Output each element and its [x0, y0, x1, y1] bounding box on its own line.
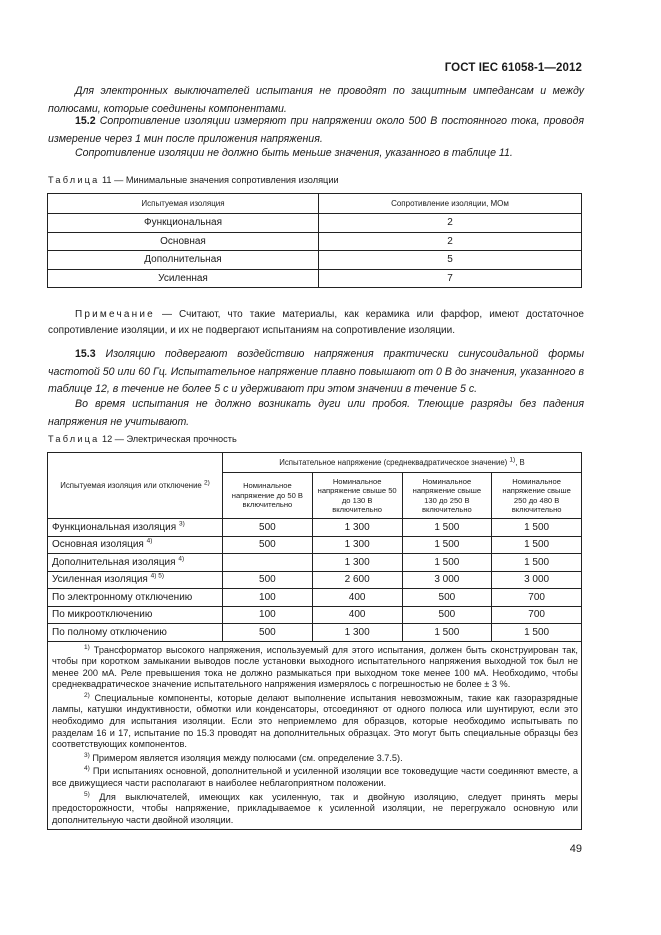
table11-caption-word: Таблица [48, 175, 100, 185]
table11-caption [48, 175, 339, 185]
table12-cell: 1 500 [492, 519, 582, 537]
table12-cell: 1 500 [402, 519, 492, 537]
table-row [48, 232, 582, 251]
table12-row-label: По электронному отключению [48, 589, 223, 607]
table12-cell: 2 600 [312, 571, 402, 589]
table12-cell: 1 500 [402, 536, 492, 554]
table12-cell: 400 [312, 606, 402, 624]
table12-cell: 700 [492, 589, 582, 607]
table12-cell: 1 500 [492, 554, 582, 572]
table-row [48, 251, 582, 270]
table12-header-test-voltage: Испытательное напряжение (среднеквадратическое значение) $^{1)}$, В [223, 453, 582, 473]
table12-cell: 1 300 [312, 624, 402, 642]
paragraph-15-2 [48, 113, 584, 148]
table11-cell-insulation: Основная [48, 232, 319, 251]
table12-cell: 700 [492, 606, 582, 624]
footnote-5: $^{5)}$ Для выключателей, имеющих как усиленную, так и двойную изоляцию, следует принять меры предосторожности, чтобы напряжение, прикладываемое к усиленной изоляции, не перегружало основную или дополнительную части двойной изоляции. [52, 790, 578, 825]
table-row [48, 519, 582, 537]
table11-cell-resistance: 2 [319, 232, 582, 251]
table12-row-label: По микроотключению [48, 606, 223, 624]
paragraph-electronic-switches: Для электронных выключателей испытания не проводят по защитным импедансам и между полюсами, которые соединены компонентами. [48, 85, 584, 115]
standard-header: ГОСТ IEC 61058-1—2012 [444, 62, 582, 74]
table12-cell: 1 500 [402, 624, 492, 642]
table12-cell: 500 [223, 571, 313, 589]
table-row [48, 269, 582, 288]
table11-cell-insulation: Дополнительная [48, 251, 319, 270]
paragraph-insulation-min: Сопротивление изоляции не должно быть меньше значения, указанного в таблице 11. [75, 147, 513, 159]
paragraph-arcing: Во время испытания не должно возникать дуги или пробоя. Тлеющие разряды без падения напряжения не учитывают. [48, 398, 584, 428]
table12-row-label: Дополнительная изоляция $^{4)}$ [48, 554, 223, 572]
table12-caption [48, 434, 237, 444]
table12-cell: 100 [223, 606, 313, 624]
table12-header-row-group [48, 453, 582, 473]
clause-number-15-3: 15.3 [75, 348, 96, 360]
table12-cell: 1 500 [492, 536, 582, 554]
footnote-1: $^{1)}$ Трансформатор высокого напряжения, используемый для этого испытания, должен быть сконструирован так, чтобы при коротком замыкании выводов после установки выходного испытательного напряжения выходной ток был не менее 200 мА. Реле превышения тока не должно размыкаться при выходном токе менее 100 мА. Необходимо, чтобы среднеквадратическое значение испытательного напряжения измерялось с погрешностью не более ± 3 %. [52, 643, 578, 690]
table-row [48, 214, 582, 233]
table11-note [48, 307, 584, 339]
table-row [48, 606, 582, 624]
table12-cell: 1 500 [492, 624, 582, 642]
footnote-3: $^{3)}$ Примером является изоляция между полюсами (см. определение 3.7.5). [84, 751, 403, 763]
table11-cell-insulation: Функциональная [48, 214, 319, 233]
table11-cell-resistance: 5 [319, 251, 582, 270]
table-12 [47, 452, 582, 830]
clause-number-15-2: 15.2 [75, 115, 96, 127]
table12-cell: 500 [223, 536, 313, 554]
table12-header-250-480v: Номинальное напряжение свыше 250 до 480 В включительно [492, 473, 582, 519]
table12-cell: 1 300 [312, 519, 402, 537]
table12-caption-text: 12 — Электрическая прочность [102, 434, 237, 444]
table11-cell-resistance: 7 [319, 269, 582, 288]
table12-footnotes-row [48, 641, 582, 830]
table11-cell-resistance: 2 [319, 214, 582, 233]
clause-15-3-text: Изоляцию подвергают воздействию напряжения практически синусоидальной формы частотой 50 или 60 Гц. Испытательное напряжение плавно повышают от 0 В до значения, указанного в таблице 12, в течение не более 5 с и удерживают при этом значении в течение 5 с. [48, 348, 584, 395]
table12-cell: 500 [223, 519, 313, 537]
footnote-2: $^{2)}$ Специальные компоненты, которые делают выполнение испытания невозможным, такие как газоразрядные лампы, катушки индуктивности, обмотки или конденсаторы, отсоединяют от одного полюса или шунтируют, если это необходимо для испытания изоляции. Если это неприемлемо для образцов, которые необходимо испытывать по разделам 16 и 17, испытание по 15.3 проводят на дополнительных образцах. Это могут быть специальные образцы без соответствующих компонентов. [52, 691, 578, 750]
table-row [48, 554, 582, 572]
note-text: — Считают, что такие материалы, как керамика или фарфор, имеют достаточное сопротивление изоляции, и их не подвергают испытаниям на сопротивление изоляции. [48, 309, 584, 336]
table12-cell: 500 [402, 589, 492, 607]
table12-cell: 3 000 [492, 571, 582, 589]
table12-header-50-130v: Номинальное напряжение свыше 50 до 130 В включительно [312, 473, 402, 519]
table-row [48, 589, 582, 607]
table12-row-label: По полному отключению [48, 624, 223, 642]
table12-row-label: Основная изоляция $^{4)}$ [48, 536, 223, 554]
table12-header-insulation: Испытуемая изоляция или отключение $^{2)}$ [48, 453, 223, 519]
table-row [48, 536, 582, 554]
table12-cell: 500 [223, 624, 313, 642]
table11-cell-insulation: Усиленная [48, 269, 319, 288]
table12-header-130-250v: Номинальное напряжение свыше 130 до 250 В включительно [402, 473, 492, 519]
table11-header-resistance: Сопротивление изоляции, МОм [319, 194, 582, 214]
table11-caption-text: 11 — Минимальные значения сопротивления изоляции [102, 175, 339, 185]
table12-cell: 1 300 [312, 554, 402, 572]
table12-footnotes [48, 641, 582, 830]
table11-header-row [48, 194, 582, 214]
table-row [48, 571, 582, 589]
table12-cell: 1 500 [402, 554, 492, 572]
table12-cell: 3 000 [402, 571, 492, 589]
table12-caption-word: Таблица [48, 434, 100, 444]
footnote-4: $^{4)}$ При испытаниях основной, дополнительной и усиленной изоляции все токоведущие части соединяют вместе, а все движущиеся части располагают в наиболее неблагоприятном положении. [52, 765, 578, 789]
table12-cell: 400 [312, 589, 402, 607]
note-label: Примечание [75, 309, 155, 320]
paragraph-15-3 [48, 346, 584, 399]
table12-header-up-to-50v: Номинальное напряжение до 50 В включительно [223, 473, 313, 519]
page-number: 49 [569, 843, 582, 855]
table-11 [47, 193, 582, 288]
table12-cell: 100 [223, 589, 313, 607]
table11-header-insulation: Испытуемая изоляция [48, 194, 319, 214]
table12-row-label: Функциональная изоляция $^{3)}$ [48, 519, 223, 537]
table12-cell: 500 [402, 606, 492, 624]
table-row [48, 624, 582, 642]
clause-15-2-text: Сопротивление изоляции измеряют при напряжении около 500 В постоянного тока, проводя измерение через 1 мин после приложения напряжения. [48, 115, 584, 145]
table12-cell: 1 300 [312, 536, 402, 554]
table12-row-label: Усиленная изоляция $^{4) 5)}$ [48, 571, 223, 589]
table12-cell [223, 554, 313, 572]
